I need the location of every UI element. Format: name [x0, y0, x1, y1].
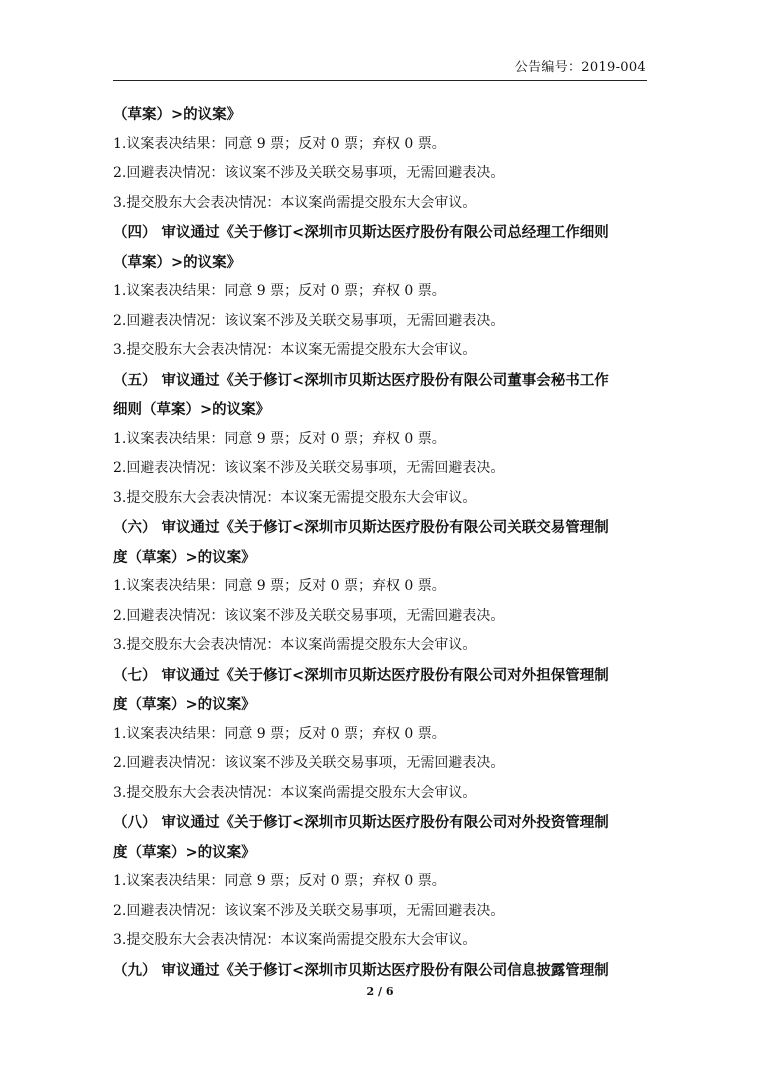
resolution-detail-line: 2.回避表决情况：该议案不涉及关联交易事项，无需回避表决。 — [113, 902, 505, 919]
resolution-heading-line: （草案）>的议案》 — [113, 253, 242, 271]
announcement-number: 公告编号：2019-004 — [514, 60, 646, 75]
resolution-heading-line: 细则（草案）>的议案》 — [113, 401, 271, 418]
resolution-detail-line: 1.议案表决结果：同意 9 票；反对 0 票；弃权 0 票。 — [113, 725, 446, 742]
resolution-detail-line: 2.回避表决情况：该议案不涉及关联交易事项，无需回避表决。 — [113, 165, 505, 181]
resolution-heading-line: （五） 审议通过《关于修订<深圳市贝斯达医疗股份有限公司董事会秘书工作 — [113, 371, 609, 389]
resolution-detail-line: 1.议案表决结果：同意 9 票；反对 0 票；弃权 0 票。 — [113, 430, 446, 447]
resolution-detail-line: 1.议案表决结果：同意 9 票；反对 0 票；弃权 0 票。 — [113, 873, 446, 889]
document-body — [113, 100, 653, 985]
resolution-detail-line: 3.提交股东大会表决情况：本议案尚需提交股东大会审议。 — [113, 932, 477, 948]
resolution-heading-line: 度（草案）>的议案》 — [113, 696, 256, 713]
resolution-heading-line: （六） 审议通过《关于修订<深圳市贝斯达医疗股份有限公司关联交易管理制 — [113, 519, 609, 536]
resolution-detail-line: 1.议案表决结果：同意 9 票；反对 0 票；弃权 0 票。 — [113, 578, 446, 594]
resolution-detail-line: 1.议案表决结果：同意 9 票；反对 0 票；弃权 0 票。 — [113, 135, 446, 152]
resolution-detail-line: 3.提交股东大会表决情况：本议案尚需提交股东大会审议。 — [113, 784, 477, 801]
page-number: 2 / 6 — [366, 985, 394, 998]
resolution-detail-line: 2.回避表决情况：该议案不涉及关联交易事项，无需回避表决。 — [113, 312, 505, 329]
resolution-detail-line: 3.提交股东大会表决情况：本议案尚需提交股东大会审议。 — [113, 194, 477, 211]
header-rule — [113, 80, 647, 81]
resolution-detail-line: 2.回避表决情况：该议案不涉及关联交易事项，无需回避表决。 — [113, 755, 505, 771]
resolution-heading-line: （八） 审议通过《关于修订<深圳市贝斯达医疗股份有限公司对外投资管理制 — [113, 814, 609, 831]
resolution-detail-line: 3.提交股东大会表决情况：本议案无需提交股东大会审议。 — [113, 342, 477, 358]
resolution-heading-line: （九） 审议通过《关于修订<深圳市贝斯达医疗股份有限公司信息披露管理制 — [113, 961, 609, 979]
resolution-heading-line: 度（草案）>的议案》 — [113, 548, 256, 566]
resolution-detail-line: 3.提交股东大会表决情况：本议案尚需提交股东大会审议。 — [113, 637, 477, 653]
resolution-heading-line: （七） 审议通过《关于修订<深圳市贝斯达医疗股份有限公司对外担保管理制 — [113, 666, 609, 684]
resolution-detail-line: 2.回避表决情况：该议案不涉及关联交易事项，无需回避表决。 — [113, 607, 505, 624]
resolution-detail-line: 1.议案表决结果：同意 9 票；反对 0 票；弃权 0 票。 — [113, 283, 446, 299]
resolution-heading-line: （草案）>的议案》 — [113, 106, 242, 123]
resolution-heading-line: 度（草案）>的议案》 — [113, 843, 256, 861]
resolution-detail-line: 2.回避表决情况：该议案不涉及关联交易事项，无需回避表决。 — [113, 460, 505, 476]
resolution-detail-line: 3.提交股东大会表决情况：本议案无需提交股东大会审议。 — [113, 489, 477, 506]
resolution-heading-line: （四） 审议通过《关于修订<深圳市贝斯达医疗股份有限公司总经理工作细则 — [113, 224, 609, 241]
